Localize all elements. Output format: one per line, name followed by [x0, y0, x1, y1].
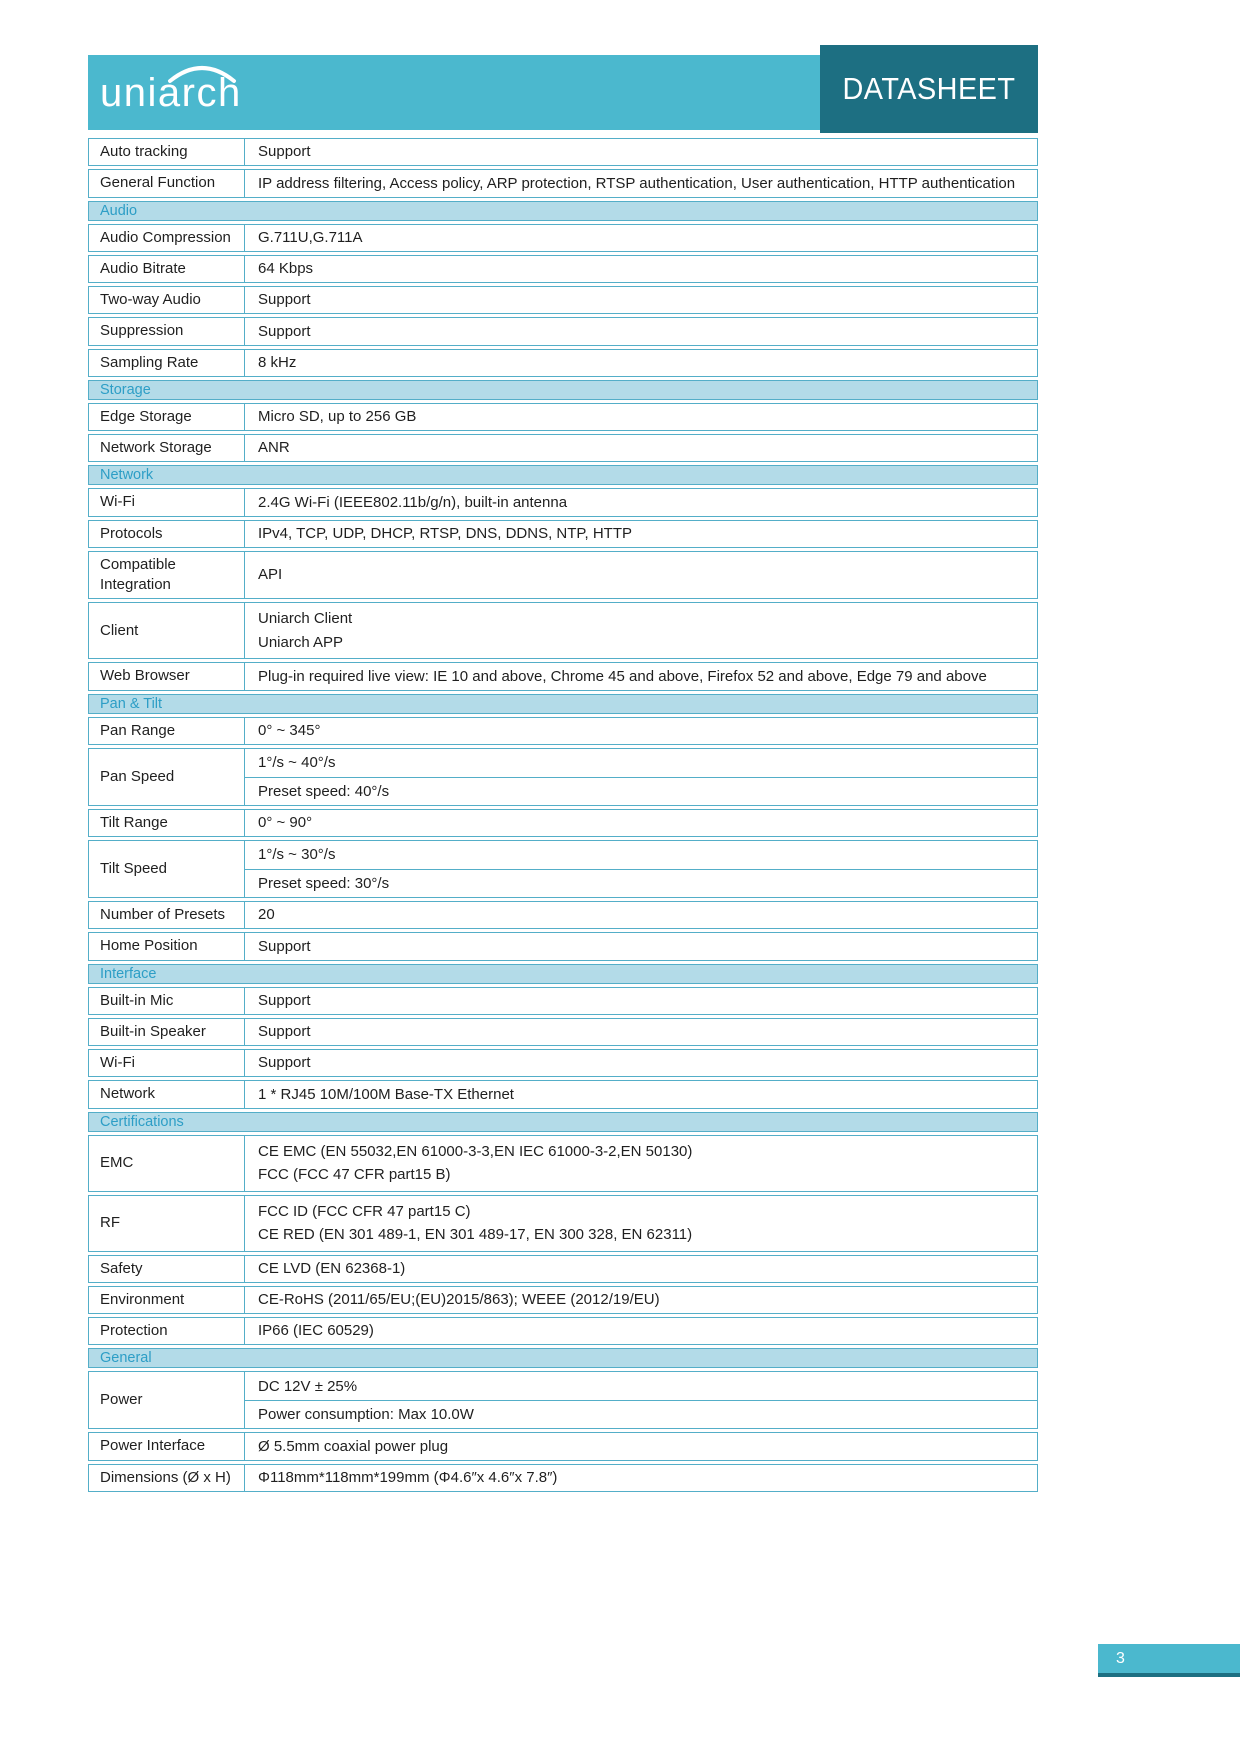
spec-row-safety: [88, 1255, 1038, 1283]
spec-value: CE EMC (EN 55032,EN 61000-3-3,EN IEC 61000-3-2,EN 50130): [258, 1142, 693, 1160]
spec-value: Support: [258, 143, 311, 161]
uniarch-logo: [100, 68, 242, 118]
spec-value: 2.4G Wi-Fi (IEEE802.11b/g/n), built-in antenna: [258, 493, 568, 511]
spec-values: [245, 170, 1037, 196]
spec-label: Suppression: [89, 318, 245, 344]
spec-label: Tilt Speed: [89, 841, 245, 897]
spec-values: [245, 1433, 1037, 1459]
spec-value: Uniarch APP: [258, 633, 344, 651]
spec-label: Web Browser: [89, 663, 245, 689]
spec-label: RF: [89, 1196, 245, 1251]
spec-row-dimensions-x-h: [88, 1464, 1038, 1492]
spec-value: 8 kHz: [258, 353, 297, 371]
spec-values: [245, 749, 1037, 805]
spec-label: Client: [89, 603, 245, 658]
spec-row-general-function: [88, 169, 1038, 197]
spec-values: [245, 988, 1037, 1014]
spec-values: [245, 1465, 1037, 1491]
logo-text: uniarch: [100, 71, 242, 115]
spec-value: DC 12V ± 25%: [258, 1377, 358, 1395]
spec-values: [245, 1372, 1037, 1428]
spec-value: 1°/s ~ 30°/s: [258, 846, 336, 864]
spec-values: [245, 139, 1037, 165]
spec-label: Audio Compression: [89, 225, 245, 251]
spec-value: ANR: [258, 439, 290, 457]
spec-row-network-storage: [88, 434, 1038, 462]
spec-row-power: [88, 1371, 1038, 1429]
spec-values: [245, 404, 1037, 430]
spec-value: 0° ~ 90°: [258, 814, 313, 832]
spec-row-wi-fi: [88, 1049, 1038, 1077]
spec-row-power-interface: [88, 1432, 1038, 1460]
spec-row-sampling-rate: [88, 349, 1038, 377]
page-number-box: [1098, 1644, 1240, 1677]
spec-value: 64 Kbps: [258, 260, 314, 278]
spec-values: [245, 603, 1037, 658]
spec-row-edge-storage: [88, 403, 1038, 431]
spec-row-wi-fi: [88, 488, 1038, 516]
spec-label: Sampling Rate: [89, 350, 245, 376]
page-number: 3: [1116, 1649, 1125, 1667]
spec-label: Auto tracking: [89, 139, 245, 165]
spec-label: Network Storage: [89, 435, 245, 461]
spec-label: Compatible Integration: [89, 552, 245, 599]
spec-label: Built-in Speaker: [89, 1019, 245, 1045]
spec-values: [245, 225, 1037, 251]
spec-values: [245, 1019, 1037, 1045]
datasheet-label: DATASHEET: [842, 71, 1016, 106]
spec-value: G.711U,G.711A: [258, 228, 363, 246]
spec-label: Power: [89, 1372, 245, 1428]
spec-row-client: [88, 602, 1038, 659]
spec-row-pan-range: [88, 717, 1038, 745]
spec-table: [88, 138, 1038, 1495]
spec-value: Support: [258, 937, 311, 955]
spec-value: Support: [258, 291, 311, 309]
datasheet-label-box: [820, 45, 1038, 133]
spec-value: Support: [258, 1054, 311, 1072]
spec-value: IP address filtering, Access policy, ARP protection, RTSP authentication, User authentication, HTTP authentication: [258, 174, 1016, 192]
spec-row-built-in-speaker: [88, 1018, 1038, 1046]
spec-label: Dimensions (Ø x H): [89, 1465, 245, 1491]
spec-row-audio-compression: [88, 224, 1038, 252]
spec-row-web-browser: [88, 662, 1038, 690]
spec-label: General Function: [89, 170, 245, 196]
spec-value: Power consumption: Max 10.0W: [245, 1400, 1037, 1428]
spec-values: [245, 256, 1037, 282]
spec-label: EMC: [89, 1136, 245, 1191]
spec-value: Φ118mm*118mm*199mm (Φ4.6″x 4.6″x 7.8″): [258, 1468, 558, 1486]
spec-value: API: [258, 566, 283, 584]
spec-values: [245, 1081, 1037, 1107]
spec-value: CE LVD (EN 62368-1): [258, 1259, 406, 1277]
spec-label: Safety: [89, 1256, 245, 1282]
spec-values: [245, 521, 1037, 547]
spec-values: [245, 318, 1037, 344]
spec-row-two-way-audio: [88, 286, 1038, 314]
spec-value: Support: [258, 1023, 311, 1041]
spec-value: FCC ID (FCC CFR 47 part15 C): [258, 1202, 471, 1220]
spec-label: Pan Range: [89, 718, 245, 744]
section-header-certifications: Certifications: [88, 1112, 1038, 1132]
spec-value: 0° ~ 345°: [258, 721, 321, 739]
section-header-storage: Storage: [88, 380, 1038, 400]
spec-label: Wi-Fi: [89, 489, 245, 515]
spec-value: Micro SD, up to 256 GB: [258, 408, 417, 426]
spec-values: [245, 552, 1037, 599]
section-header-interface: Interface: [88, 964, 1038, 984]
spec-label: Protocols: [89, 521, 245, 547]
spec-label: Wi-Fi: [89, 1050, 245, 1076]
spec-row-built-in-mic: [88, 987, 1038, 1015]
spec-values: [245, 1136, 1037, 1191]
spec-values: [245, 1196, 1037, 1251]
spec-row-emc: [88, 1135, 1038, 1192]
spec-row-network: [88, 1080, 1038, 1108]
spec-value: Preset speed: 40°/s: [245, 777, 1037, 805]
spec-values: [245, 841, 1037, 897]
spec-value: FCC (FCC 47 CFR part15 B): [258, 1166, 451, 1183]
spec-row-tilt-range: [88, 809, 1038, 837]
spec-value: 20: [258, 906, 275, 924]
spec-value: CE RED (EN 301 489-1, EN 301 489-17, EN 300 328, EN 62311): [258, 1226, 693, 1243]
spec-row-suppression: [88, 317, 1038, 345]
spec-values: [245, 1287, 1037, 1313]
spec-values: [245, 1050, 1037, 1076]
spec-values: [245, 1256, 1037, 1282]
spec-values: [245, 663, 1037, 689]
spec-label: Protection: [89, 1318, 245, 1344]
spec-label: Tilt Range: [89, 810, 245, 836]
spec-value: CE-RoHS (2011/65/EU;(EU)2015/863); WEEE (2012/19/EU): [258, 1291, 660, 1309]
spec-value: Support: [258, 322, 311, 340]
spec-values: [245, 350, 1037, 376]
spec-value: Support: [258, 991, 311, 1009]
spec-values: [245, 489, 1037, 515]
spec-value: 1°/s ~ 40°/s: [258, 754, 336, 771]
spec-value: Preset speed: 30°/s: [245, 869, 1037, 897]
spec-row-tilt-speed: [88, 840, 1038, 898]
spec-values: [245, 435, 1037, 461]
section-header-audio: Audio: [88, 201, 1038, 221]
spec-label: Two-way Audio: [89, 287, 245, 313]
spec-value: 1 * RJ45 10M/100M Base-TX Ethernet: [258, 1085, 514, 1103]
spec-label: Environment: [89, 1287, 245, 1313]
spec-values: [245, 718, 1037, 744]
spec-row-number-of-presets: [88, 901, 1038, 929]
spec-values: [245, 933, 1037, 959]
section-header-general: General: [88, 1348, 1038, 1368]
spec-row-auto-tracking: [88, 138, 1038, 166]
spec-values: [245, 810, 1037, 836]
spec-label: Power Interface: [89, 1433, 245, 1459]
spec-label: Built-in Mic: [89, 988, 245, 1014]
spec-label: Home Position: [89, 933, 245, 959]
spec-values: [245, 1318, 1037, 1344]
spec-value: Plug-in required live view: IE 10 and above, Chrome 45 and above, Firefox 52 and above, Edge 79 and above: [258, 667, 987, 685]
spec-value: Ø 5.5mm coaxial power plug: [258, 1437, 449, 1455]
section-header-pan-tilt: Pan & Tilt: [88, 694, 1038, 714]
spec-value: Uniarch Client: [258, 610, 353, 628]
spec-values: [245, 902, 1037, 928]
spec-row-audio-bitrate: [88, 255, 1038, 283]
spec-row-protocols: [88, 520, 1038, 548]
spec-label: Network: [89, 1081, 245, 1107]
spec-row-pan-speed: [88, 748, 1038, 806]
spec-label: Edge Storage: [89, 404, 245, 430]
spec-label: Number of Presets: [89, 902, 245, 928]
spec-value: IPv4, TCP, UDP, DHCP, RTSP, DNS, DDNS, NTP, HTTP: [258, 524, 632, 542]
spec-row-compatible-integration: [88, 551, 1038, 600]
spec-row-protection: [88, 1317, 1038, 1345]
spec-value: IP66 (IEC 60529): [258, 1322, 374, 1340]
spec-label: Audio Bitrate: [89, 256, 245, 282]
section-header-network: Network: [88, 465, 1038, 485]
spec-row-environment: [88, 1286, 1038, 1314]
spec-values: [245, 287, 1037, 313]
spec-row-home-position: [88, 932, 1038, 960]
spec-row-rf: [88, 1195, 1038, 1252]
spec-label: Pan Speed: [89, 749, 245, 805]
